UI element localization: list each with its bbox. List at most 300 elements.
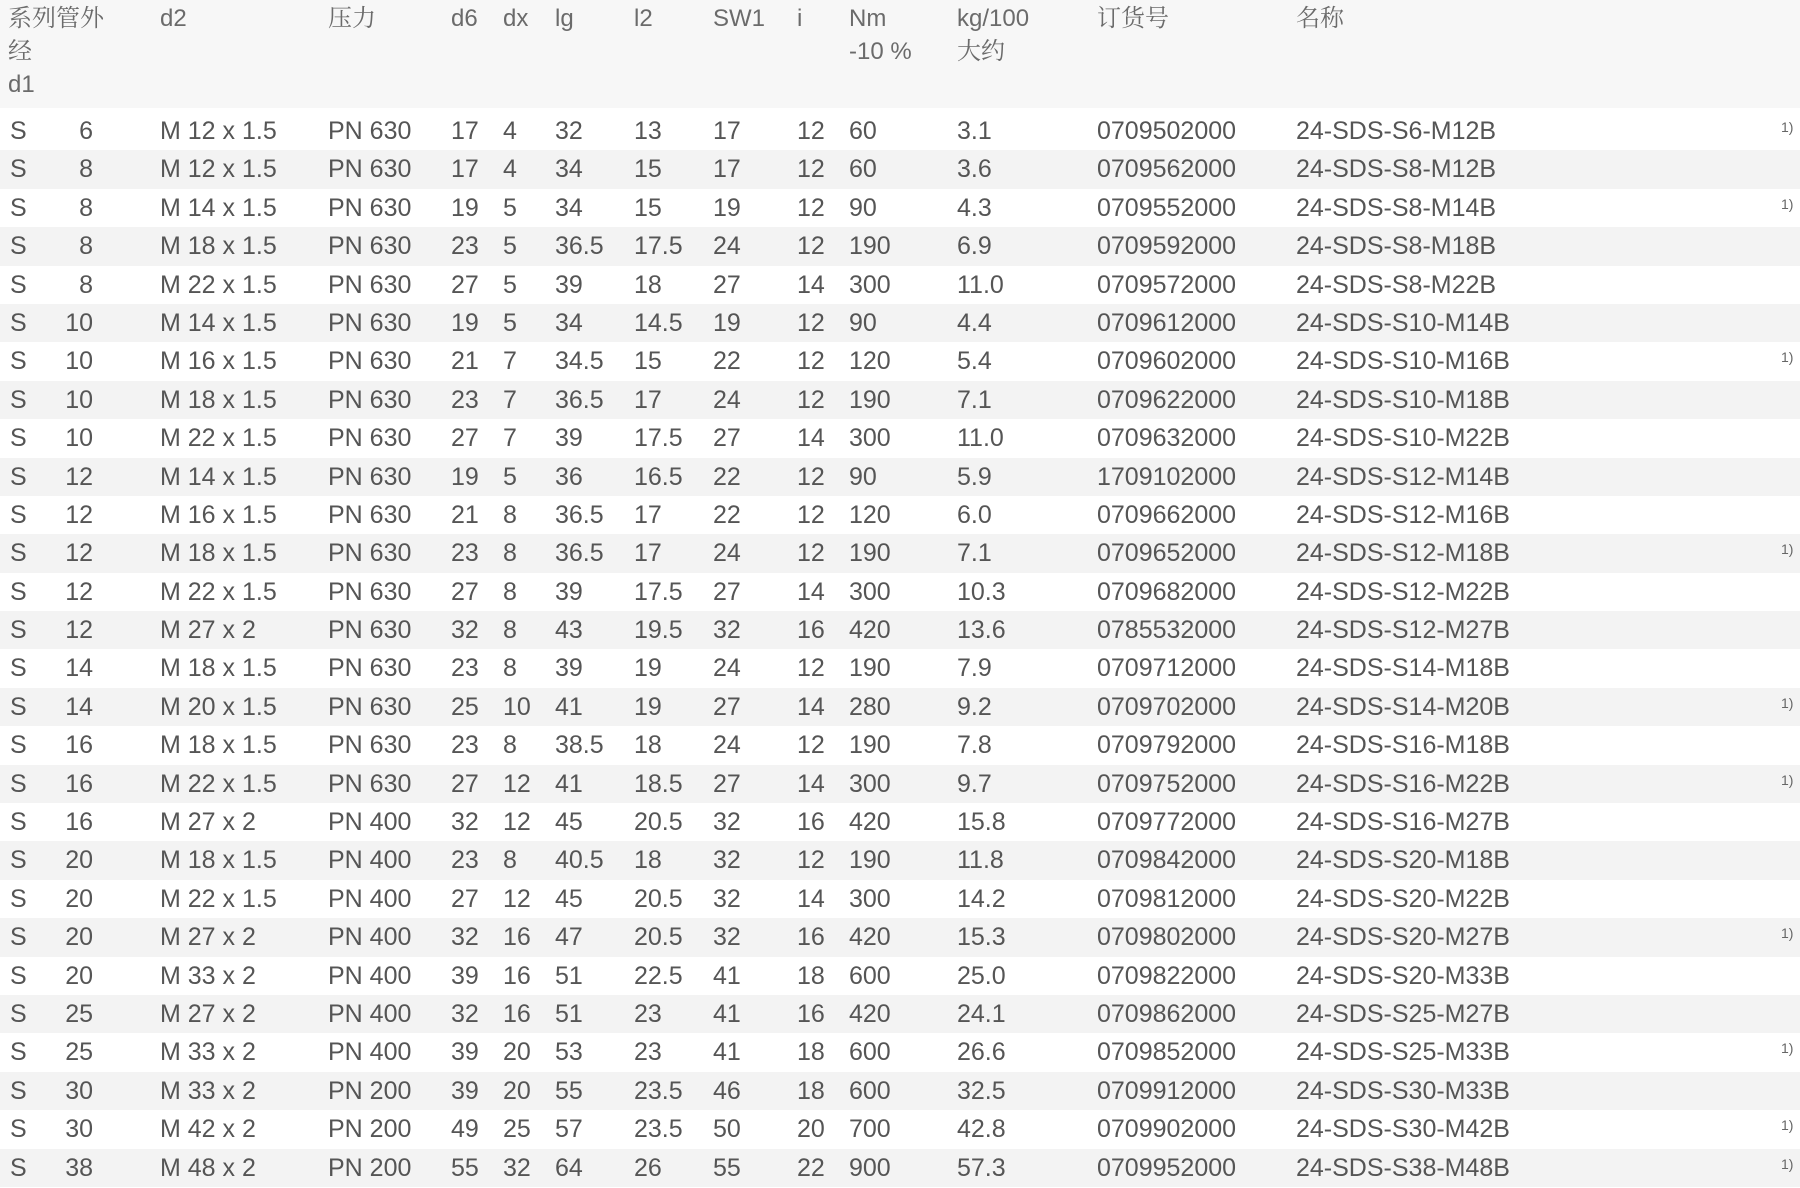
table-row [0, 803, 1800, 841]
cell-sw1: 32 [713, 923, 741, 952]
table-row [0, 266, 1800, 304]
cell-d1: 8 [79, 193, 93, 222]
cell-i: 12 [797, 500, 825, 529]
cell-sw1: 24 [713, 539, 741, 568]
cell-pressure: PN 400 [328, 923, 412, 952]
cell-pressure: PN 400 [328, 961, 412, 990]
cell-d6: 19 [451, 193, 479, 222]
table-row [0, 458, 1800, 496]
column-header: 系列管外 经 d1 [8, 5, 104, 98]
cell-d1: 12 [65, 462, 93, 491]
cell-d1: 10 [65, 424, 93, 453]
cell-order-number: 0709502000 [1097, 117, 1237, 145]
footnote-marker: 1) [1781, 119, 1794, 135]
cell-nm: 420 [849, 616, 891, 645]
cell-dx: 5 [503, 193, 517, 222]
cell-series: S [10, 385, 27, 414]
cell-dx: 8 [503, 731, 517, 760]
cell-lg: 45 [555, 808, 583, 837]
column-header: d2 [160, 5, 187, 32]
cell-dx: 8 [503, 846, 517, 875]
cell-dx: 16 [503, 923, 531, 952]
cell-d6: 23 [451, 846, 479, 875]
cell-l2: 22.5 [634, 961, 683, 990]
cell-d2: M 48 x 2 [160, 1153, 256, 1182]
cell-name: 24-SDS-S14-M20B [1296, 692, 1510, 721]
cell-d1: 25 [65, 999, 93, 1028]
cell-d1: 12 [65, 577, 93, 606]
cell-kg: 14.2 [957, 884, 1006, 913]
cell-d6: 21 [451, 500, 479, 529]
cell-d6: 32 [451, 616, 479, 645]
cell-order-number: 0709702000 [1097, 692, 1237, 721]
cell-pressure: PN 630 [328, 462, 412, 491]
cell-d1: 20 [65, 884, 93, 913]
cell-sw1: 50 [713, 1115, 741, 1144]
cell-series: S [10, 155, 27, 184]
cell-lg: 47 [555, 923, 583, 952]
table-row [0, 304, 1800, 342]
cell-d1: 6 [79, 117, 93, 145]
cell-i: 16 [797, 999, 825, 1028]
cell-series: S [10, 117, 27, 145]
cell-order-number: 0785532000 [1097, 616, 1237, 645]
cell-d2: M 12 x 1.5 [160, 117, 277, 145]
cell-l2: 17 [634, 385, 662, 414]
cell-dx: 8 [503, 539, 517, 568]
cell-name: 24-SDS-S12-M16B [1296, 500, 1510, 529]
cell-d6: 23 [451, 232, 479, 261]
cell-kg: 6.0 [957, 500, 992, 529]
cell-d1: 14 [65, 654, 93, 683]
cell-l2: 16.5 [634, 462, 683, 491]
cell-nm: 90 [849, 462, 877, 491]
cell-lg: 51 [555, 999, 583, 1028]
cell-dx: 5 [503, 232, 517, 261]
cell-l2: 18 [634, 846, 662, 875]
cell-l2: 19.5 [634, 616, 683, 645]
column-header: kg/100 大约 [957, 5, 1030, 65]
cell-pressure: PN 630 [328, 424, 412, 453]
cell-l2: 20.5 [634, 884, 683, 913]
cell-order-number: 0709772000 [1097, 808, 1237, 837]
cell-pressure: PN 630 [328, 270, 412, 299]
cell-i: 12 [797, 117, 825, 145]
cell-dx: 7 [503, 385, 517, 414]
cell-d2: M 33 x 2 [160, 961, 256, 990]
cell-d2: M 18 x 1.5 [160, 385, 277, 414]
cell-pressure: PN 630 [328, 117, 412, 145]
cell-kg: 11.0 [957, 270, 1004, 299]
table-row [0, 534, 1800, 572]
cell-nm: 90 [849, 308, 877, 337]
cell-l2: 23.5 [634, 1076, 683, 1105]
cell-d2: M 27 x 2 [160, 923, 256, 952]
cell-order-number: 0709632000 [1097, 424, 1237, 453]
cell-dx: 8 [503, 654, 517, 683]
cell-i: 12 [797, 385, 825, 414]
cell-nm: 300 [849, 884, 891, 913]
cell-lg: 41 [555, 769, 583, 798]
cell-nm: 280 [849, 692, 891, 721]
cell-kg: 7.8 [957, 731, 992, 760]
cell-d6: 23 [451, 385, 479, 414]
cell-nm: 90 [849, 193, 877, 222]
table-row [0, 726, 1800, 764]
cell-nm: 60 [849, 155, 877, 184]
cell-d1: 16 [65, 769, 93, 798]
cell-sw1: 41 [713, 1038, 741, 1067]
cell-kg: 42.8 [957, 1115, 1006, 1144]
table-row [0, 227, 1800, 265]
cell-order-number: 0709912000 [1097, 1076, 1237, 1105]
cell-nm: 900 [849, 1153, 891, 1182]
cell-series: S [10, 232, 27, 261]
cell-lg: 36.5 [555, 385, 604, 414]
cell-pressure: PN 400 [328, 808, 412, 837]
cell-kg: 5.9 [957, 462, 992, 491]
cell-order-number: 0709812000 [1097, 884, 1237, 913]
cell-dx: 20 [503, 1076, 531, 1105]
cell-series: S [10, 1076, 27, 1105]
cell-order-number: 0709802000 [1097, 923, 1237, 952]
cell-d1: 8 [79, 155, 93, 184]
cell-nm: 300 [849, 270, 891, 299]
cell-name: 24-SDS-S12-M27B [1296, 616, 1510, 645]
cell-d1: 12 [65, 500, 93, 529]
cell-pressure: PN 630 [328, 654, 412, 683]
column-header: dx [503, 5, 529, 32]
table-row [0, 918, 1800, 956]
cell-i: 12 [797, 308, 825, 337]
cell-d2: M 27 x 2 [160, 808, 256, 837]
column-header: i [797, 5, 803, 32]
cell-i: 12 [797, 155, 825, 184]
cell-i: 20 [797, 1115, 825, 1144]
cell-name: 24-SDS-S38-M48B [1296, 1153, 1510, 1182]
cell-order-number: 0709792000 [1097, 731, 1237, 760]
cell-order-number: 0709602000 [1097, 347, 1237, 376]
cell-name: 24-SDS-S10-M22B [1296, 424, 1510, 453]
cell-nm: 120 [849, 347, 891, 376]
table-header [0, 0, 1800, 108]
cell-d1: 20 [65, 923, 93, 952]
cell-nm: 190 [849, 232, 891, 261]
cell-sw1: 24 [713, 232, 741, 261]
cell-kg: 9.7 [957, 769, 992, 798]
cell-l2: 18.5 [634, 769, 683, 798]
table-row [0, 765, 1800, 803]
cell-dx: 25 [503, 1115, 531, 1144]
cell-sw1: 22 [713, 462, 741, 491]
cell-order-number: 0709572000 [1097, 270, 1237, 299]
table-row [0, 112, 1800, 150]
table-row [0, 688, 1800, 726]
cell-lg: 34 [555, 155, 583, 184]
cell-series: S [10, 999, 27, 1028]
cell-sw1: 41 [713, 999, 741, 1028]
cell-sw1: 27 [713, 577, 741, 606]
cell-pressure: PN 200 [328, 1076, 412, 1105]
cell-nm: 600 [849, 961, 891, 990]
cell-i: 14 [797, 692, 825, 721]
cell-d1: 38 [65, 1153, 93, 1182]
table-row [0, 496, 1800, 534]
footnote-marker: 1) [1781, 541, 1794, 558]
cell-d2: M 12 x 1.5 [160, 155, 277, 184]
cell-i: 14 [797, 270, 825, 299]
cell-order-number: 0709822000 [1097, 961, 1237, 990]
cell-i: 12 [797, 731, 825, 760]
cell-pressure: PN 400 [328, 846, 412, 875]
cell-nm: 700 [849, 1115, 891, 1144]
cell-order-number: 0709752000 [1097, 769, 1237, 798]
cell-kg: 11.0 [957, 424, 1004, 453]
cell-i: 12 [797, 462, 825, 491]
cell-sw1: 17 [713, 155, 741, 184]
cell-series: S [10, 308, 27, 337]
cell-order-number: 0709612000 [1097, 308, 1237, 337]
cell-sw1: 19 [713, 193, 741, 222]
cell-pressure: PN 400 [328, 999, 412, 1028]
cell-l2: 18 [634, 731, 662, 760]
cell-dx: 8 [503, 577, 517, 606]
cell-dx: 7 [503, 424, 517, 453]
cell-d6: 17 [451, 117, 479, 145]
cell-pressure: PN 630 [328, 308, 412, 337]
cell-lg: 45 [555, 884, 583, 913]
cell-kg: 15.3 [957, 923, 1006, 952]
footnote-marker: 1) [1781, 1155, 1794, 1172]
cell-nm: 190 [849, 654, 891, 683]
cell-d6: 19 [451, 462, 479, 491]
cell-dx: 8 [503, 500, 517, 529]
cell-lg: 39 [555, 424, 583, 453]
cell-series: S [10, 654, 27, 683]
cell-nm: 420 [849, 808, 891, 837]
cell-l2: 20.5 [634, 808, 683, 837]
cell-d1: 10 [65, 347, 93, 376]
cell-d6: 39 [451, 1038, 479, 1067]
cell-name: 24-SDS-S12-M14B [1296, 462, 1510, 491]
cell-d1: 25 [65, 1038, 93, 1067]
cell-name: 24-SDS-S20-M22B [1296, 884, 1510, 913]
table-body [0, 112, 1800, 1187]
cell-i: 22 [797, 1153, 825, 1182]
cell-i: 18 [797, 1038, 825, 1067]
cell-name: 24-SDS-S20-M18B [1296, 846, 1510, 875]
cell-lg: 34.5 [555, 347, 604, 376]
cell-d2: M 18 x 1.5 [160, 539, 277, 568]
cell-kg: 7.1 [957, 385, 992, 414]
cell-l2: 17 [634, 500, 662, 529]
cell-d1: 10 [65, 308, 93, 337]
cell-name: 24-SDS-S12-M18B [1296, 539, 1510, 568]
cell-i: 12 [797, 232, 825, 261]
cell-dx: 20 [503, 1038, 531, 1067]
cell-i: 16 [797, 616, 825, 645]
cell-d2: M 16 x 1.5 [160, 500, 277, 529]
table-row [0, 189, 1800, 227]
cell-d1: 16 [65, 731, 93, 760]
cell-name: 24-SDS-S14-M18B [1296, 654, 1510, 683]
cell-d2: M 20 x 1.5 [160, 692, 277, 721]
cell-sw1: 27 [713, 692, 741, 721]
cell-name: 24-SDS-S8-M14B [1296, 193, 1497, 222]
cell-nm: 300 [849, 424, 891, 453]
cell-d1: 8 [79, 270, 93, 299]
cell-i: 12 [797, 654, 825, 683]
cell-d2: M 27 x 2 [160, 999, 256, 1028]
cell-d2: M 22 x 1.5 [160, 884, 277, 913]
cell-d6: 23 [451, 654, 479, 683]
cell-dx: 16 [503, 961, 531, 990]
cell-i: 16 [797, 923, 825, 952]
cell-lg: 64 [555, 1153, 583, 1182]
cell-i: 16 [797, 808, 825, 837]
cell-d1: 12 [65, 616, 93, 645]
cell-i: 12 [797, 539, 825, 568]
cell-pressure: PN 630 [328, 616, 412, 645]
cell-sw1: 17 [713, 117, 741, 145]
cell-d1: 16 [65, 808, 93, 837]
cell-i: 12 [797, 846, 825, 875]
cell-name: 24-SDS-S8-M18B [1296, 232, 1497, 261]
cell-sw1: 22 [713, 500, 741, 529]
cell-order-number: 0709622000 [1097, 385, 1237, 414]
cell-pressure: PN 630 [328, 155, 412, 184]
cell-nm: 420 [849, 923, 891, 952]
cell-sw1: 27 [713, 270, 741, 299]
cell-kg: 32.5 [957, 1076, 1006, 1105]
cell-series: S [10, 500, 27, 529]
cell-i: 14 [797, 769, 825, 798]
cell-kg: 5.4 [957, 347, 992, 376]
cell-series: S [10, 846, 27, 875]
cell-dx: 7 [503, 347, 517, 376]
cell-nm: 420 [849, 999, 891, 1028]
cell-sw1: 24 [713, 385, 741, 414]
cell-dx: 8 [503, 616, 517, 645]
cell-order-number: 0709652000 [1097, 539, 1237, 568]
cell-d6: 27 [451, 270, 479, 299]
cell-dx: 32 [503, 1153, 531, 1182]
cell-series: S [10, 692, 27, 721]
cell-kg: 11.8 [957, 846, 1004, 875]
cell-l2: 18 [634, 270, 662, 299]
cell-series: S [10, 769, 27, 798]
cell-d6: 55 [451, 1153, 479, 1182]
cell-lg: 36.5 [555, 232, 604, 261]
cell-d6: 17 [451, 155, 479, 184]
cell-nm: 60 [849, 117, 877, 145]
cell-kg: 4.3 [957, 193, 992, 222]
table-row [0, 1072, 1800, 1110]
cell-sw1: 32 [713, 616, 741, 645]
footnote-marker: 1) [1781, 1040, 1794, 1057]
cell-sw1: 32 [713, 808, 741, 837]
cell-d2: M 22 x 1.5 [160, 270, 277, 299]
table-row [0, 381, 1800, 419]
cell-l2: 13 [634, 117, 662, 145]
cell-kg: 7.1 [957, 539, 992, 568]
cell-l2: 15 [634, 193, 662, 222]
cell-l2: 17.5 [634, 232, 683, 261]
cell-lg: 36.5 [555, 539, 604, 568]
cell-sw1: 32 [713, 846, 741, 875]
table-row [0, 611, 1800, 649]
cell-name: 24-SDS-S30-M42B [1296, 1115, 1510, 1144]
cell-sw1: 46 [713, 1076, 741, 1105]
cell-sw1: 19 [713, 308, 741, 337]
cell-lg: 39 [555, 577, 583, 606]
cell-dx: 4 [503, 155, 517, 184]
column-header: 名称 [1296, 5, 1344, 32]
cell-name: 24-SDS-S8-M12B [1296, 155, 1497, 184]
footnote-marker: 1) [1781, 771, 1794, 788]
cell-d6: 32 [451, 808, 479, 837]
cell-l2: 17 [634, 539, 662, 568]
cell-d2: M 33 x 2 [160, 1038, 256, 1067]
cell-d1: 30 [65, 1076, 93, 1105]
cell-nm: 300 [849, 577, 891, 606]
cell-d6: 49 [451, 1115, 479, 1144]
cell-name: 24-SDS-S10-M18B [1296, 385, 1510, 414]
cell-l2: 26 [634, 1153, 662, 1182]
cell-d6: 23 [451, 539, 479, 568]
cell-i: 18 [797, 961, 825, 990]
cell-dx: 10 [503, 692, 531, 721]
cell-l2: 15 [634, 155, 662, 184]
cell-name: 24-SDS-S10-M16B [1296, 347, 1510, 376]
footnote-marker: 1) [1781, 694, 1794, 711]
cell-series: S [10, 270, 27, 299]
cell-d2: M 18 x 1.5 [160, 846, 277, 875]
cell-nm: 300 [849, 769, 891, 798]
cell-d2: M 27 x 2 [160, 616, 256, 645]
cell-series: S [10, 462, 27, 491]
cell-d2: M 16 x 1.5 [160, 347, 277, 376]
cell-kg: 10.3 [957, 577, 1006, 606]
cell-series: S [10, 884, 27, 913]
cell-d6: 27 [451, 577, 479, 606]
cell-order-number: 0709862000 [1097, 999, 1237, 1028]
cell-d2: M 33 x 2 [160, 1076, 256, 1105]
cell-dx: 12 [503, 808, 531, 837]
cell-sw1: 55 [713, 1153, 741, 1182]
cell-series: S [10, 923, 27, 952]
cell-sw1: 27 [713, 769, 741, 798]
cell-l2: 23.5 [634, 1115, 683, 1144]
cell-kg: 6.9 [957, 232, 992, 261]
cell-order-number: 0709842000 [1097, 846, 1237, 875]
cell-series: S [10, 731, 27, 760]
table-row [0, 419, 1800, 457]
cell-lg: 51 [555, 961, 583, 990]
cell-pressure: PN 630 [328, 577, 412, 606]
cell-nm: 190 [849, 385, 891, 414]
cell-sw1: 41 [713, 961, 741, 990]
cell-name: 24-SDS-S30-M33B [1296, 1076, 1510, 1105]
cell-d1: 8 [79, 232, 93, 261]
cell-kg: 15.8 [957, 808, 1006, 837]
cell-lg: 36.5 [555, 500, 604, 529]
cell-l2: 15 [634, 347, 662, 376]
cell-pressure: PN 630 [328, 539, 412, 568]
cell-sw1: 24 [713, 731, 741, 760]
cell-sw1: 24 [713, 654, 741, 683]
cell-d1: 20 [65, 961, 93, 990]
